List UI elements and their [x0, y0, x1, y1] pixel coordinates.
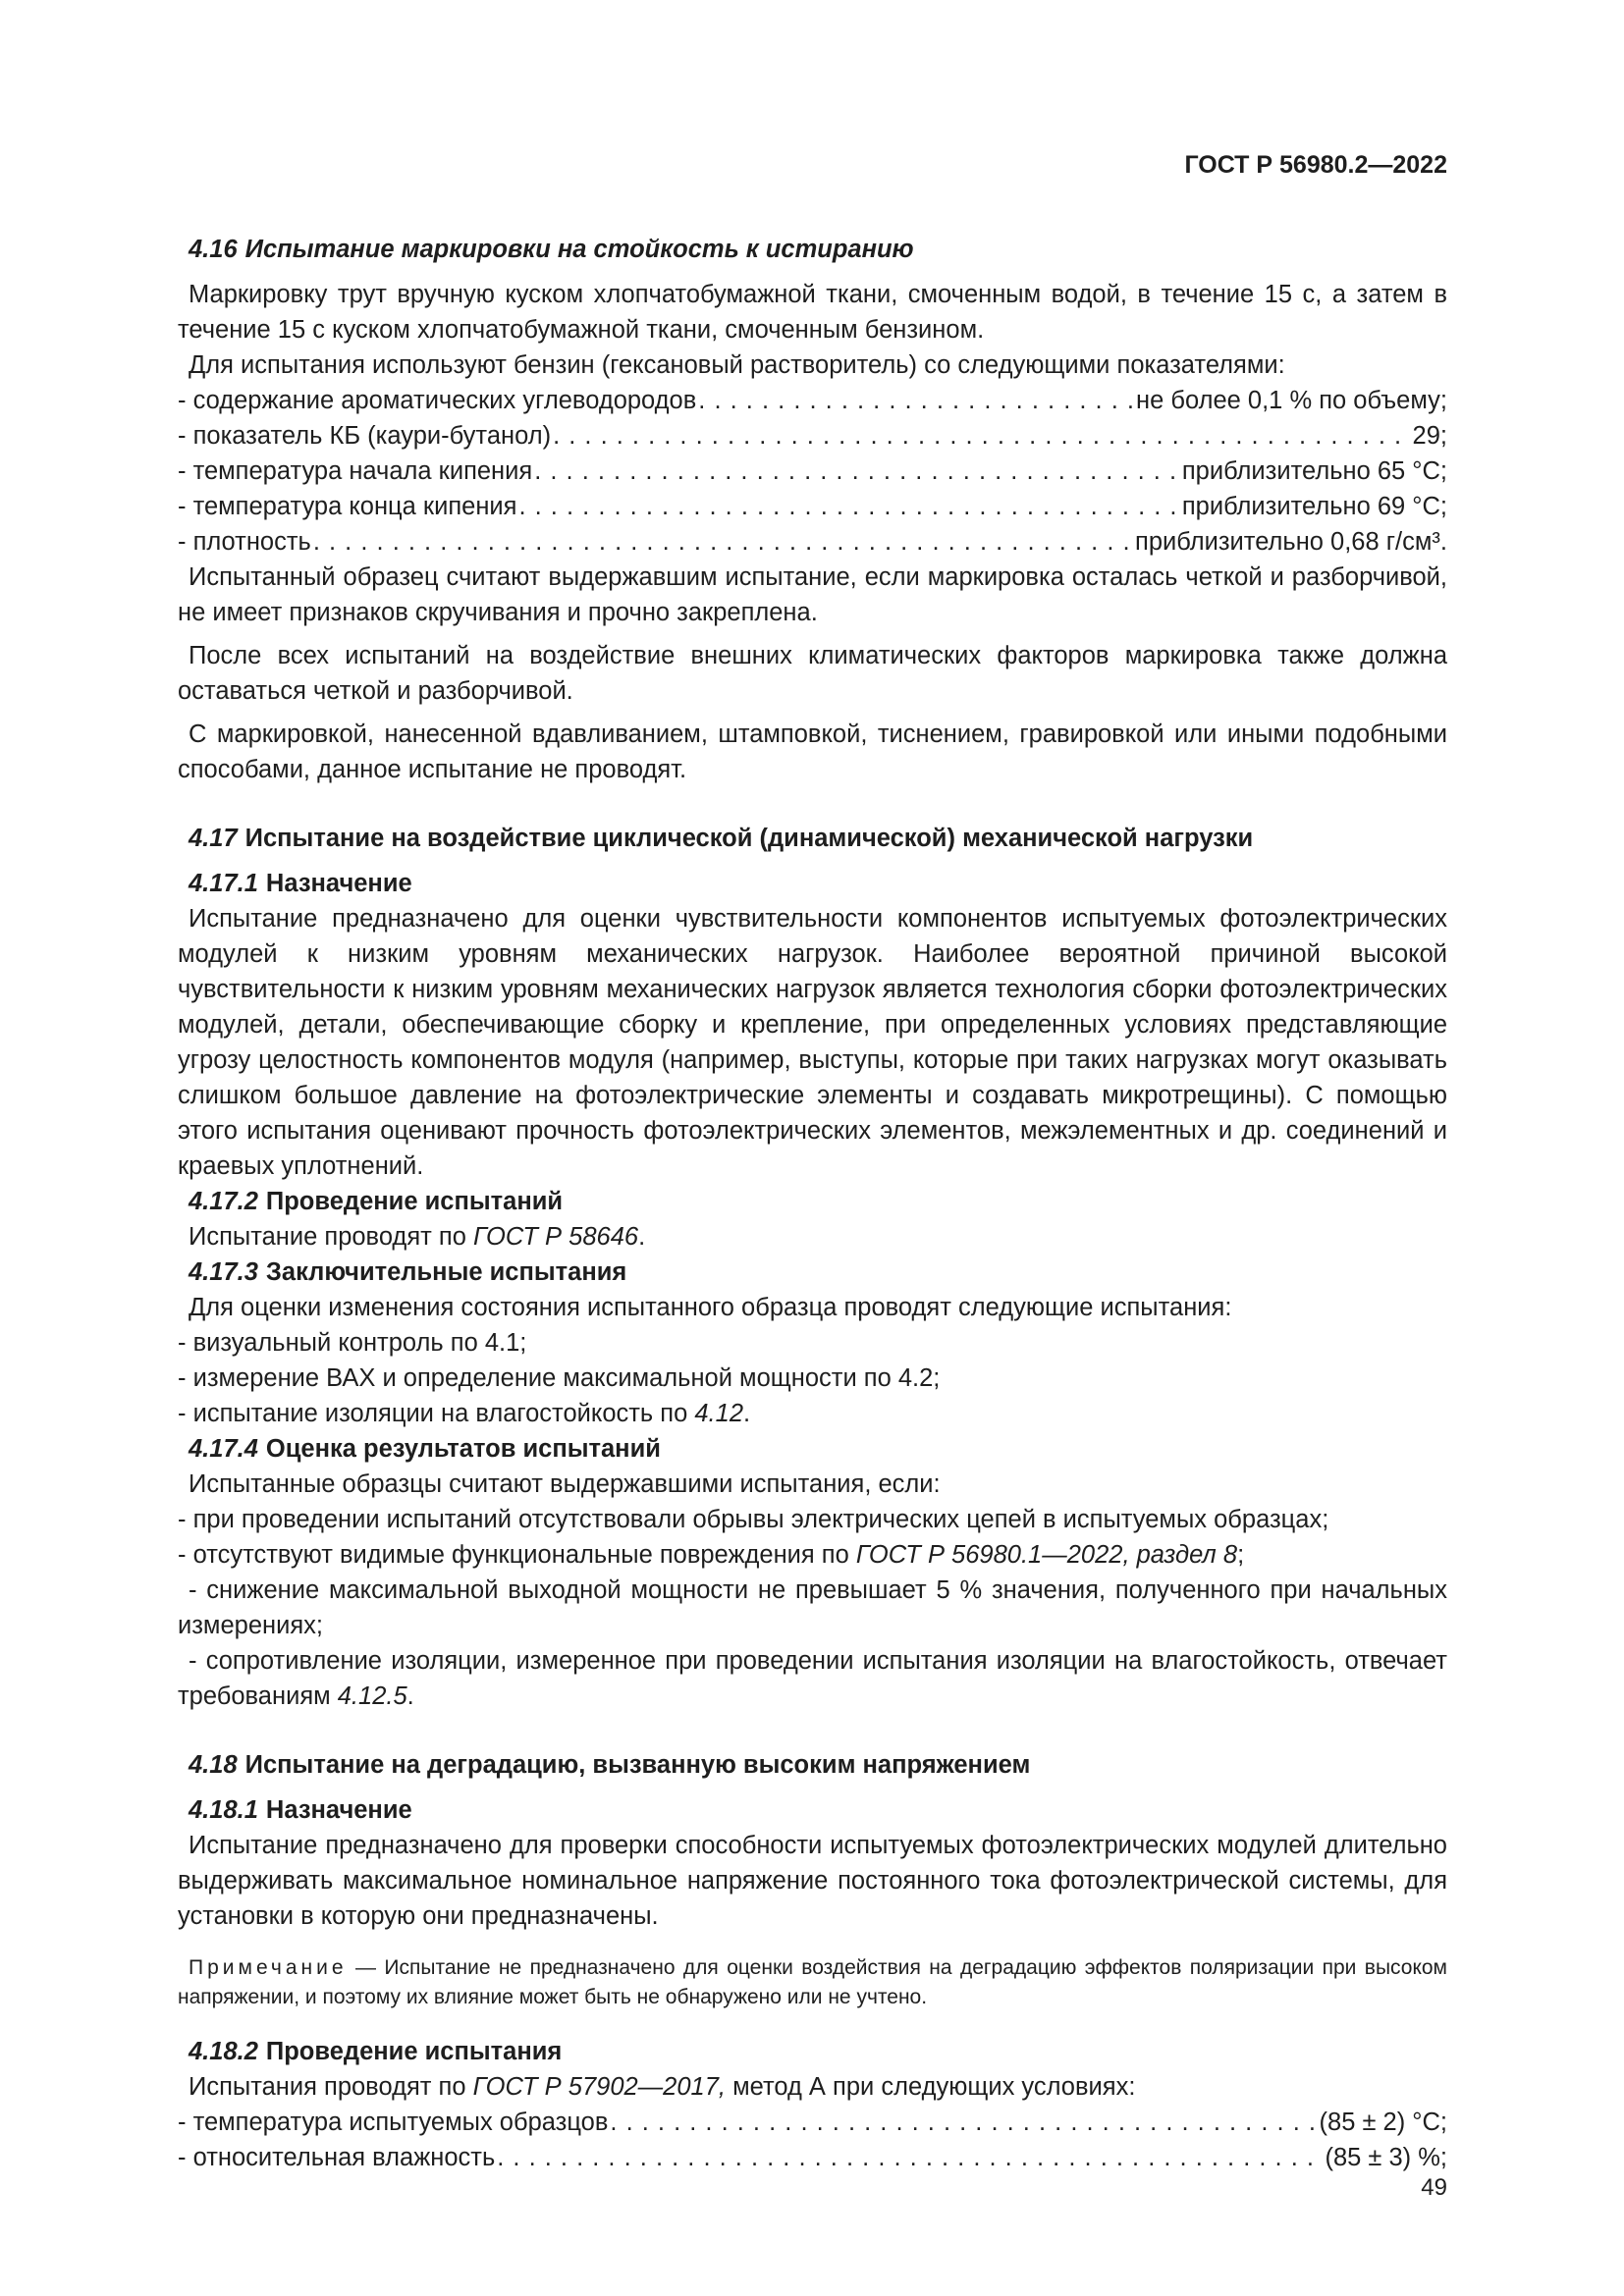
paragraph: Испытание предназначено для проверки способности испытуемых фотоэлектрических модулей длительно выдерживать максимальное номинальное напряжение постоянного тока фотоэлектрической системы, для установки в которую они предназначены. [178, 1832, 1447, 1930]
condition-label: - относительная влажность [178, 2144, 496, 2171]
text: . [638, 1223, 646, 1251]
paragraph: Маркировку трут вручную куском хлопчатобумажной ткани, смоченным водой, в течение 15 с, а затем в течение 15 с куском хлопчатобумажной ткани, смоченным бензином. [178, 281, 1447, 344]
property-value: приблизительно 65 °С; [1181, 457, 1447, 485]
text: Испытания проводят по [189, 2073, 473, 2101]
page-number: 49 [1421, 2174, 1447, 2201]
section-heading-4-18 [178, 1747, 1447, 1783]
leader-dots [518, 489, 1179, 524]
property-row [178, 418, 1447, 454]
list-item: - визуальный контроль по 4.1; [178, 1329, 527, 1357]
subsection-title: Проведение испытания [265, 2038, 563, 2065]
list-item [178, 1537, 1447, 1573]
reference: ГОСТ Р 56980.1—2022, раздел 8 [855, 1541, 1238, 1569]
section-title: Испытание маркировки на стойкость к истиранию [244, 236, 914, 263]
paragraph [178, 2069, 1447, 2105]
subsection-heading-4-17-3 [178, 1255, 1447, 1290]
subsection-number: 4.17.1 [189, 870, 258, 897]
section-number: 4.16 [189, 236, 238, 263]
section-title: Испытание на воздействие циклической (динамической) механической нагрузки [244, 825, 1254, 852]
condition-row [178, 2140, 1447, 2175]
paragraph: Для оценки изменения состояния испытанного образца проводят следующие испытания: [189, 1294, 1232, 1321]
subsection-number: 4.18.2 [189, 2038, 258, 2065]
paragraph: Испытанные образцы считают выдержавшими испытания, если: [189, 1470, 941, 1498]
property-label: - плотность [178, 528, 311, 556]
note [178, 1953, 1447, 2012]
section-heading-4-16 [178, 232, 1447, 267]
property-label: - температура конца кипения [178, 493, 517, 520]
paragraph: Испытанный образец считают выдержавшим испытание, если маркировка осталась четкой и разборчивой, не имеет признаков скручивания и прочно закреплена. [178, 563, 1447, 626]
condition-value: (85 ± 3) %; [1325, 2144, 1447, 2171]
property-value: приблизительно 69 °С; [1181, 493, 1447, 520]
leader-dots [497, 2140, 1323, 2175]
property-label: - показатель КБ (каури-бутанол) [178, 422, 552, 450]
subsection-number: 4.17.4 [189, 1435, 258, 1463]
subsection-number: 4.17.3 [189, 1258, 258, 1286]
text: . [406, 1682, 414, 1710]
section-title: Испытание на деградацию, вызванную высоким напряжением [244, 1751, 1031, 1779]
leader-dots [610, 2105, 1317, 2140]
list-item: - при проведении испытаний отсутствовали обрывы электрических цепей в испытуемых образцах; [178, 1506, 1329, 1533]
paragraph: Для испытания используют бензин (гексановый растворитель) со следующими показателями: [189, 351, 1285, 379]
subsection-number: 4.17.2 [189, 1188, 258, 1215]
condition-row [178, 2105, 1447, 2140]
subsection-heading-4-17-2 [178, 1184, 1447, 1219]
subsection-title: Назначение [265, 1796, 412, 1824]
leader-dots [698, 383, 1134, 418]
property-row [178, 454, 1447, 489]
property-row [178, 524, 1447, 560]
subsection-title: Проведение испытаний [265, 1188, 564, 1215]
text: - отсутствуют видимые функциональные повреждения по [178, 1541, 856, 1569]
note-label: Примечание [189, 1956, 348, 1979]
section-heading-4-17 [178, 821, 1447, 856]
reference: ГОСТ Р 58646 [472, 1223, 639, 1251]
property-label: - температура начала кипения [178, 457, 533, 485]
note-text: — Испытание не предназначено для оценки воздействия на деградацию эффектов поляризации при высоком напряжении, и поэтому их влияние может быть не обнаружено или не учтено. [178, 1956, 1447, 2008]
leader-dots [553, 418, 1410, 454]
property-label: - содержание ароматических углеводородов [178, 387, 697, 414]
subsection-heading-4-17-4 [178, 1431, 1447, 1467]
reference: ГОСТ Р 57902—2017, [472, 2073, 726, 2101]
paragraph: После всех испытаний на воздействие внешних климатических факторов маркировка также должна оставаться четкой и разборчивой. [178, 642, 1447, 705]
list-item [178, 1643, 1447, 1714]
text: ; [1237, 1541, 1245, 1569]
subsection-heading-4-17-1 [178, 866, 1447, 901]
property-value: не более 0,1 % по объему; [1136, 387, 1447, 414]
section-number: 4.17 [189, 825, 238, 852]
document-header: ГОСТ Р 56980.2—2022 [1184, 151, 1447, 179]
list-item: - снижение максимальной выходной мощности не превышает 5 % значения, полученного при начальных измерениях; [178, 1576, 1447, 1639]
property-value: приблизительно 0,68 г/см³. [1135, 528, 1447, 556]
leader-dots [313, 524, 1133, 560]
text: - испытание изоляции на влагостойкость по [178, 1400, 695, 1427]
reference: 4.12 [694, 1400, 744, 1427]
section-body-4-16 [178, 277, 1447, 787]
reference: 4.12.5 [337, 1682, 407, 1710]
subsection-title: Оценка результатов испытаний [265, 1435, 661, 1463]
text: . [743, 1400, 751, 1427]
section-number: 4.18 [189, 1751, 238, 1779]
property-value: 29; [1412, 422, 1447, 450]
list-item [178, 1396, 1447, 1431]
subsection-heading-4-18-2 [178, 2034, 1447, 2069]
text: - сопротивление изоляции, измеренное при проведении испытания изоляции на влагостойкость, отвечает требованиям [178, 1647, 1447, 1710]
property-row [178, 489, 1447, 524]
subsection-heading-4-18-1 [178, 1792, 1447, 1828]
text: Испытание проводят по [189, 1223, 473, 1251]
subsection-number: 4.18.1 [189, 1796, 258, 1824]
subsection-title: Заключительные испытания [265, 1258, 627, 1286]
paragraph: Испытание предназначено для оценки чувствительности компонентов испытуемых фотоэлектрических модулей к низким уровням механических нагрузок. Наиболее вероятной причиной высокой чувствительности к низким уровням механических нагрузок является технология сборки фотоэлектрических модулей, детали, обеспечивающие сборку и крепление, при определенных условиях представляющие угрозу целостность компонентов модуля (например, выступы, которые при таких нагрузках могут оказывать слишком большое давление на фотоэлектрические элементы и создавать микротрещины). С помощью этого испытания оценивают прочность фотоэлектрических элементов, межэлементных и др. соединений и краевых уплотнений. [178, 905, 1447, 1180]
subsection-title: Назначение [265, 870, 412, 897]
leader-dots [534, 454, 1180, 489]
condition-value: (85 ± 2) °С; [1319, 2109, 1447, 2136]
condition-label: - температура испытуемых образцов [178, 2109, 609, 2136]
property-row [178, 383, 1447, 418]
paragraph: С маркировкой, нанесенной вдавливанием, штамповкой, тиснением, гравировкой или иными подобными способами, данное испытание не проводят. [178, 721, 1447, 783]
text: метод А при следующих условиях: [726, 2073, 1136, 2101]
list-item: - измерение ВАХ и определение максимальной мощности по 4.2; [178, 1364, 941, 1392]
paragraph [178, 1219, 1447, 1255]
